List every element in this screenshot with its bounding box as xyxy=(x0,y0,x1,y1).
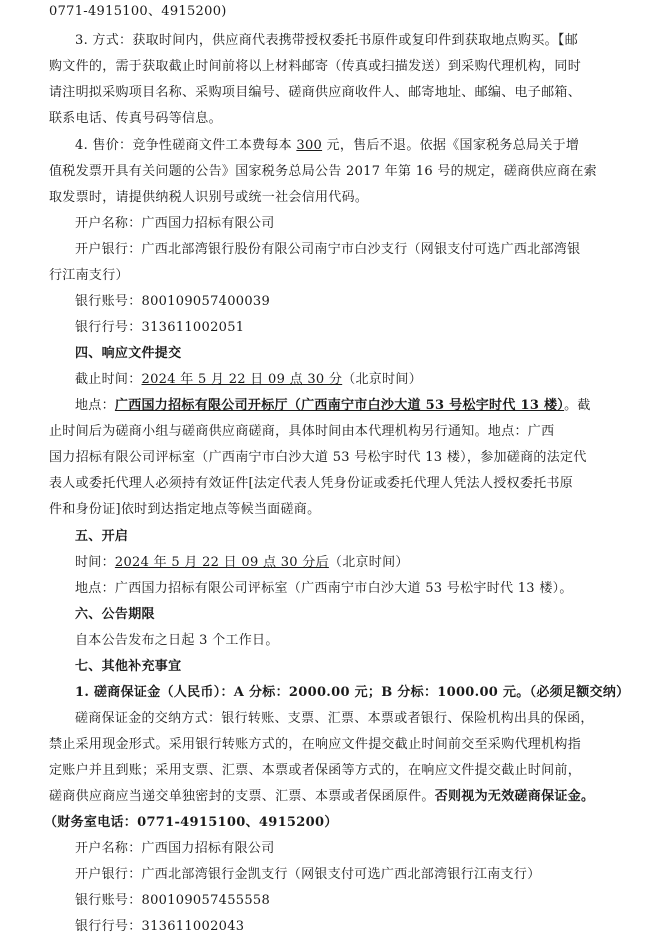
text-line: 止时间后为磋商小组与磋商供应商磋商，具体时间由本代理机构另行通知。地点：广西 xyxy=(49,424,555,439)
bank-name: 开户银行：广西北部湾银行金凯支行（网银支付可选广西北部湾银行江南支行） xyxy=(75,867,541,882)
deadline-line xyxy=(75,371,422,389)
text-line: 表人或委托代理人必须持有效证件[法定代表人凭身份证或委托代理人凭法人授权委托书原 xyxy=(49,476,574,491)
text-line: 值税发票开具有关问题的公告》国家税务总局公告 2017 年第 16 号的规定，磋商供应商在索 xyxy=(49,164,597,179)
price-value: 300 xyxy=(296,138,323,153)
deposit-warning-line xyxy=(49,788,594,806)
bank-code: 银行行号：313611002051 xyxy=(75,320,245,335)
bank-code: 银行行号：313611002043 xyxy=(75,919,245,934)
text-line: 地点：广西国力招标有限公司评标室（广西南宁市白沙大道 53 号松宇时代 13 楼）。 xyxy=(75,581,573,596)
deposit-warning: 否则视为无效磋商保证金。 xyxy=(434,789,595,804)
text-line: 3. 方式：获取时间内，供应商代表携带授权委托书原件或复印件到获取地点购买。【邮 xyxy=(75,33,579,48)
finance-phone: （财务室电话：0771-4915100、4915200） xyxy=(44,815,338,830)
text-line: 取发票时，请提供纳税人识别号或统一社会信用代码。 xyxy=(49,190,369,205)
deadline-label: 截止时间： xyxy=(75,372,142,387)
section-heading: 七、其他补充事宜 xyxy=(75,659,182,674)
text-line: 禁止采用现金形式。采用银行转账方式的，在响应文件提交截止时间前交至采购代理机构指 xyxy=(49,737,582,752)
location-value: 广西国力招标有限公司开标厅（广西南宁市白沙大道 53 号松宇时代 13 楼） xyxy=(114,398,565,413)
opening-time-line xyxy=(75,554,409,572)
text-line: 联系电话、传真号码等信息。 xyxy=(49,111,222,126)
deadline-tz: （北京时间） xyxy=(342,372,422,387)
price-text-tail: 元，售后不退。依据《国家税务总局关于增 xyxy=(326,138,580,153)
account-number: 银行账号：800109057400039 xyxy=(75,294,271,309)
opening-time-value: 2024 年 5 月 22 日 09 点 30 分后 xyxy=(114,555,329,570)
section-heading: 六、公告期限 xyxy=(75,607,155,622)
text-line: 行江南支行） xyxy=(49,268,129,283)
account-name: 开户名称：广西国力招标有限公司 xyxy=(75,841,275,856)
opening-time-label: 时间： xyxy=(75,555,115,570)
text-line: 自本公告发布之日起 3 个工作日。 xyxy=(75,633,279,648)
price-line xyxy=(75,137,579,155)
account-name: 开户名称：广西国力招标有限公司 xyxy=(75,216,275,231)
section-heading: 五、开启 xyxy=(75,529,129,544)
text-line: 件和身份证]依时到达指定地点等候当面磋商。 xyxy=(49,502,321,517)
account-number: 银行账号：800109057455558 xyxy=(75,893,271,908)
deposit-amount: 1. 磋商保证金（人民币）：A 分标：2000.00 元；B 分标：1000.00 元。（必须足额交纳） xyxy=(75,685,630,700)
opening-time-tz: （北京时间） xyxy=(328,555,409,570)
location-tail: 。截 xyxy=(564,398,591,413)
section-heading: 四、响应文件提交 xyxy=(75,346,182,361)
price-text: 4. 售价：竞争性磋商文件工本费每本 xyxy=(75,138,292,153)
text-line: 请注明拟采购项目名称、采购项目编号、磋商供应商收件人、邮寄地址、邮编、电子邮箱、 xyxy=(49,85,582,100)
deadline-value: 2024 年 5 月 22 日 09 点 30 分 xyxy=(141,372,343,387)
text-line: 0771-4915100、4915200) xyxy=(49,4,227,19)
text-line: 国力招标有限公司评标室（广西南宁市白沙大道 53 号松宇时代 13 楼），参加磋商的法定代 xyxy=(49,450,587,465)
text-line: 购文件的，需于获取截止时间前将以上材料邮寄（传真或扫描发送）到采购代理机构，同时 xyxy=(49,59,582,74)
location-line xyxy=(75,397,591,415)
text-line: 磋商保证金的交纳方式：银行转账、支票、汇票、本票或者银行、保险机构出具的保函， xyxy=(75,711,594,726)
text-line: 定账户并且到账；采用支票、汇票、本票或者保函等方式的，在响应文件提交截止时间前， xyxy=(49,763,582,778)
location-label: 地点： xyxy=(75,398,115,413)
bank-name: 开户银行：广西北部湾银行股份有限公司南宁市白沙支行（网银支付可选广西北部湾银 xyxy=(75,242,581,257)
deposit-text: 磋商供应商应当递交单独密封的支票、汇票、本票或者保函原件。 xyxy=(49,789,435,804)
